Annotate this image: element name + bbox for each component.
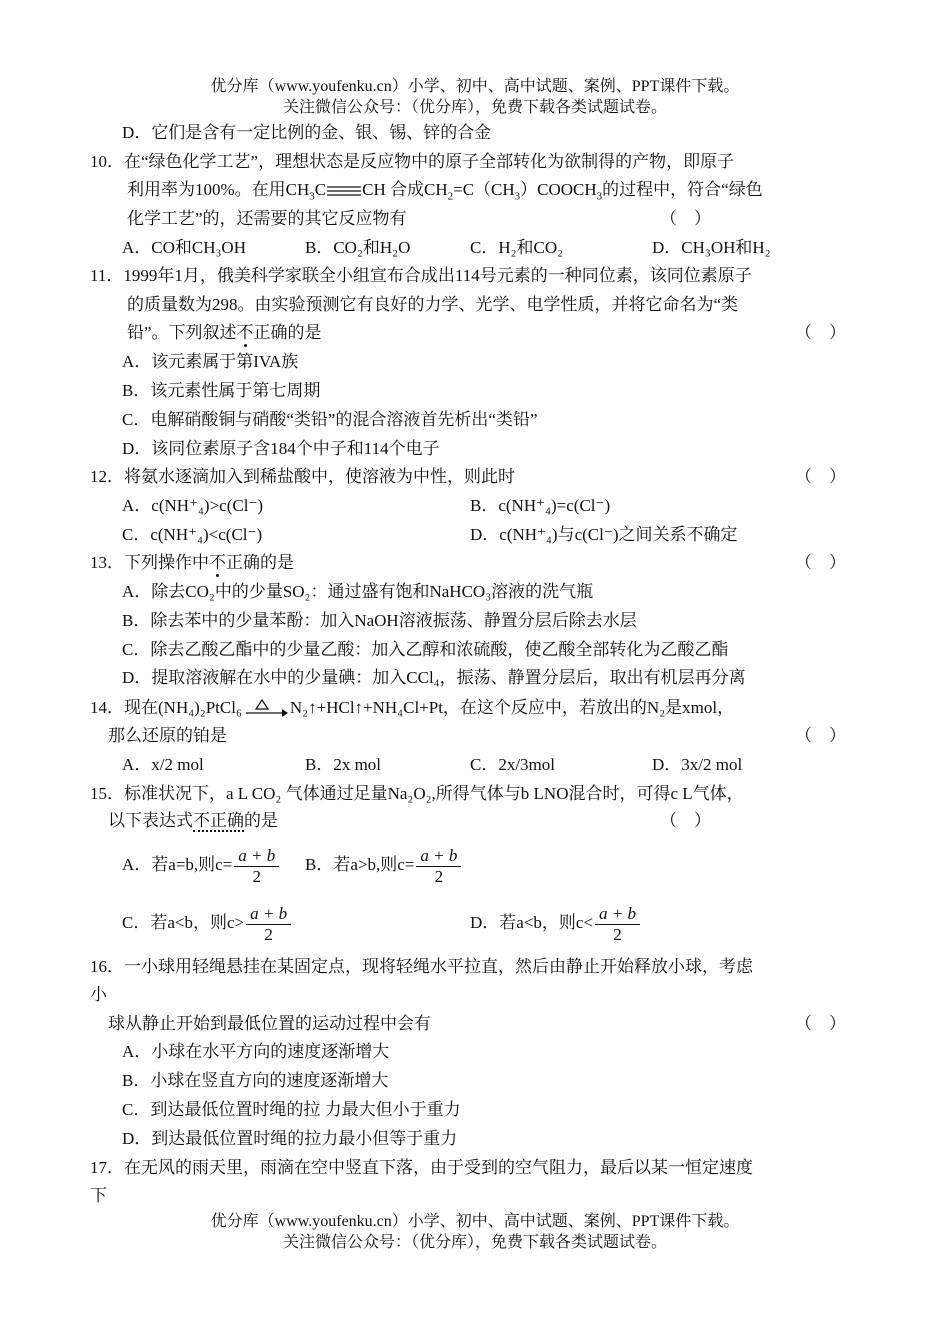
q15-option-d: D．若a<b，则c< $\frac{a + b}{2}$	[470, 903, 642, 945]
q14-line-1: 14．现在(NH₄)₂PtCl₆ N₂↑+HCl↑+NH₄Cl+Pt，在这个反应中，若放出的N₂是xmol，	[90, 697, 734, 720]
q14-option-b: B．2x mol	[305, 755, 382, 774]
fraction: $\frac{a + b}{2}$	[595, 904, 640, 945]
q13-option-c: C．除去乙酸乙酯中的少量乙酸：加入乙醇和浓硫酸，使乙酸全部转化为乙酸乙酯	[122, 640, 729, 659]
q11-option-a: A．该元素属于第IVA族	[122, 352, 299, 371]
q11-line-2: 的质量数为298。由实验预测它有良好的力学、光学、电学性质，并将它命名为“类	[127, 295, 739, 314]
q11-line-1: 11．1999年1月，俄美科学家联全小组宣布合成出114号元素的一种同位素，该同位素原子	[90, 266, 752, 285]
q11-option-b: B．该元素性属于第七周期	[122, 381, 321, 400]
q13-answer-paren: （ ）	[795, 553, 846, 572]
q13-option-d: D．提取溶液解在水中的少量碘：加入CCl₄，振荡、静置分层后，取出有机层再分离	[122, 668, 746, 687]
q11-option-d: D．该同位素原子含184个中子和114个电子	[122, 439, 440, 458]
q16-option-d: D．到达最低位置时绳的拉力最小但等于重力	[122, 1129, 458, 1148]
fraction: $\frac{a + b}{2}$	[246, 904, 291, 945]
q12-line-1: 12．将氨水逐滴加入到稀盐酸中，使溶液为中性，则此时	[90, 467, 515, 486]
q10-option-d: D．CH₃OH和H₂	[652, 238, 771, 257]
q10-answer-paren: （ ）	[660, 209, 711, 228]
footer-line-1: 优分库（www.youfenku.cn）小学、初中、高中试题、案例、PPT课件下载。	[210, 1213, 740, 1230]
q16-option-a: A．小球在水平方向的速度逐渐增大	[122, 1042, 390, 1061]
q16-option-b: B．小球在竖直方向的速度逐渐增大	[122, 1071, 389, 1090]
q12-option-b: B．c(NH⁺₄)=c(Cl⁻)	[470, 496, 611, 515]
q16-option-c: C．到达最低位置时绳的拉 力最大但小于重力	[122, 1100, 461, 1119]
q12-option-d: D．c(NH⁺₄)与c(Cl⁻)之间关系不确定	[470, 525, 738, 544]
q12-option-a: A．c(NH⁺₄)>c(Cl⁻)	[122, 496, 264, 515]
q10-option-b: B．CO₂和H₂O	[305, 238, 411, 257]
q12-option-c: C．c(NH⁺₄)<c(Cl⁻)	[122, 525, 263, 544]
q11-line-3: 铅”。下列叙述不正确的是	[127, 323, 322, 342]
q15-option-c: C．若a<b，则c> $\frac{a + b}{2}$	[122, 903, 293, 945]
fraction: $\frac{a + b}{2}$	[416, 846, 461, 887]
q17-line-1-wrap: 下	[90, 1186, 107, 1205]
q14-answer-paren: （ ）	[795, 726, 846, 745]
header-line-1: 优分库（www.youfenku.cn）小学、初中、高中试题、案例、PPT课件下载。	[210, 78, 740, 95]
q15-option-b: B．若a>b,则c= $\frac{a + b}{2}$	[305, 845, 463, 887]
q10-line-2: 利用率为100%。在用$CH_3C$ CH 合成$CH_2=C(CH_3)COOCH_3$的过程中，符合“绿色	[127, 180, 763, 203]
q10-line-1: 10．在“绿色化学工艺”，理想状态是反应物中的原子全部转化为欲制得的产物，即原子	[90, 152, 735, 171]
q16-line-1: 16．一小球用轻绳悬挂在某固定点，现将轻绳水平拉直，然后由静止开始释放小球，考虑	[90, 957, 753, 976]
fraction: $\frac{a + b}{2}$	[234, 846, 279, 887]
q11-option-c: C．电解硝酸铜与硝酸“类铅”的混合溶液首先析出“类铅”	[122, 410, 538, 429]
q14-option-d: D．3x/2 mol	[652, 755, 743, 774]
q16-answer-paren: （ ）	[795, 1014, 846, 1033]
q14-option-c: C．2x/3mol	[470, 755, 556, 774]
q10-option-c: C．H₂和CO₂	[470, 238, 564, 257]
q15-option-a: A．若a=b,则c= $\frac{a + b}{2}$	[122, 845, 281, 887]
q12-answer-paren: （ ）	[795, 467, 846, 486]
q17-line-1: 17．在无风的雨天里，雨滴在空中竖直下落，由于受到的空气阻力，最后以某一恒定速度	[90, 1158, 753, 1177]
heat-reaction-arrow-icon	[244, 698, 288, 720]
header-line-2: 关注微信公众号：（优分库），免费下载各类试题试卷。	[282, 99, 667, 116]
q13-option-b: B．除去苯中的少量苯酚：加入NaOH溶液振荡、静置分层后除去水层	[122, 611, 637, 630]
q11-answer-paren: （ ）	[795, 323, 846, 342]
q16-line-2: 球从静止开始到最低位置的运动过程中会有	[108, 1014, 431, 1033]
triple-bond-icon	[327, 184, 361, 198]
q13-option-a: A．除去CO₂中的少量SO₂：通过盛有饱和NaHCO₃溶液的洗气瓶	[122, 582, 594, 601]
q15-line-2: 以下表达式不正确的是	[108, 811, 278, 830]
q10-line-3: 化学工艺”的，还需要的其它反应物有	[127, 209, 407, 228]
q16-line-1-wrap: 小	[90, 985, 107, 1004]
q13-line-1: 13．下列操作中不正确的是	[90, 553, 294, 572]
q14-line-2: 那么还原的铂是	[108, 726, 227, 745]
q15-answer-paren: （ ）	[660, 811, 711, 830]
q14-option-a: A．x/2 mol	[122, 755, 204, 774]
q10-option-a: A．CO和CH₃OH	[122, 238, 246, 257]
q15-line-1: 15．标准状况下，a L CO₂ 气体通过足量Na₂O₂,所得气体与b LNO混合时，可得c L气体，	[90, 784, 744, 803]
emphasis-dotted-text: 不正确	[193, 811, 244, 830]
footer-line-2: 关注微信公众号：（优分库），免费下载各类试题试卷。	[282, 1234, 667, 1251]
q9-option-d: D．它们是含有一定比例的金、银、锡、锌的合金	[122, 123, 492, 142]
